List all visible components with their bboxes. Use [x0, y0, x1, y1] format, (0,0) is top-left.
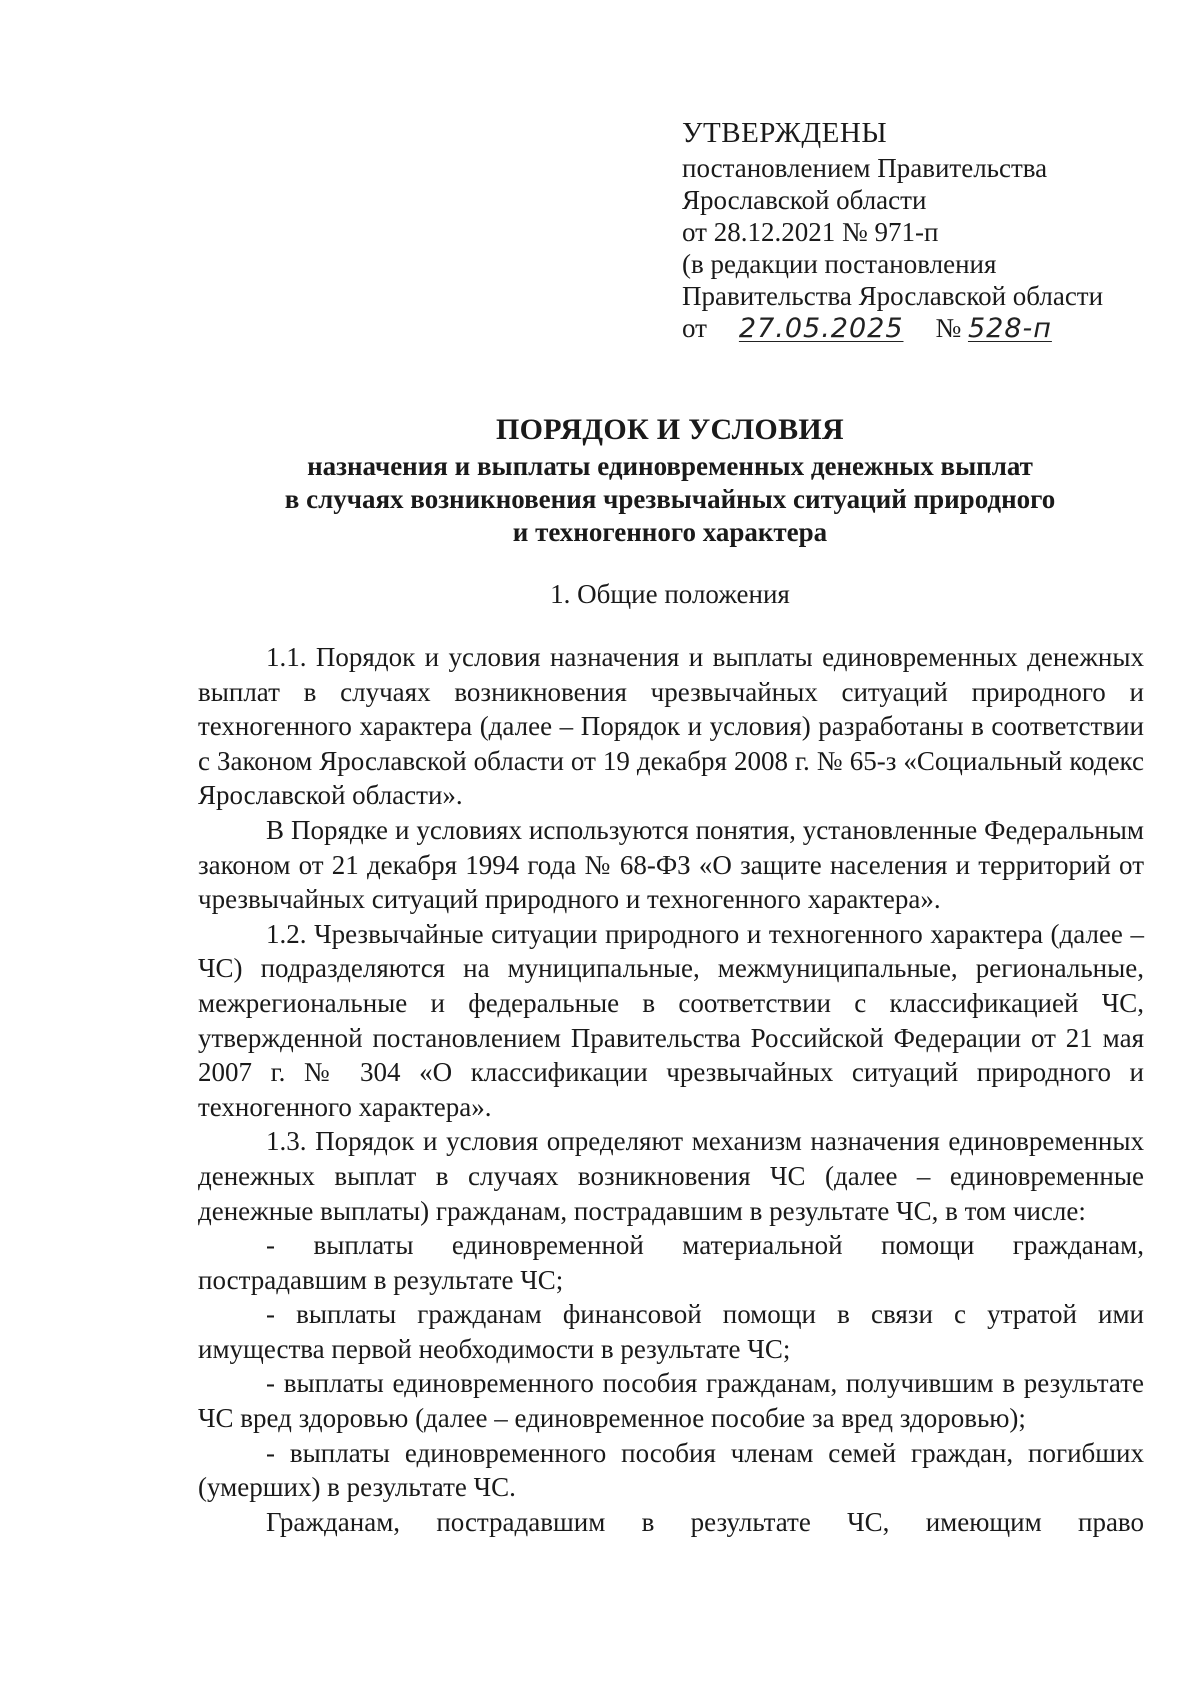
approval-line: от 28.12.2021 № 971-п [682, 217, 939, 247]
amendment-line [682, 312, 1152, 345]
title-main: ПОРЯДОК И УСЛОВИЯ [496, 413, 844, 446]
paragraph: - выплаты единовременного пособия членам семей граждан, погибших (умерших) в результате ЧС. [198, 1437, 1144, 1503]
paragraph: В Порядке и условиях используются понятия, установленные Федеральным законом от 21 декабря 1994 года № 68-ФЗ «О защите населения и территорий от чрезвычайных ситуаций природного и техногенного характера». [198, 814, 1144, 915]
paragraph: 1.2. Чрезвычайные ситуации природного и техногенного характера (далее – ЧС) подразделяются на муниципальные, межмуниципальные, региональные, межрегиональные и федеральные в соответствии с классификацией ЧС, утвержденной постановлением Правительства Российской Федерации от 21 мая 2007 г. № 304 «О классификации чрезвычайных ситуаций природного и техногенного характера». [198, 918, 1144, 1122]
amendment-number-handwritten: 528-п [967, 313, 1052, 344]
approval-line: Правительства Ярославской области [682, 281, 1104, 311]
approval-line: (в редакции постановления [682, 249, 997, 279]
paragraph: 1.3. Порядок и условия определяют механизм назначения единовременных денежных выплат в случаях возникновения ЧС (далее – единовременные денежные выплаты) гражданам, пострадавшим в результате ЧС, в том числе: [198, 1126, 1144, 1226]
amendment-prefix: от [682, 313, 707, 343]
document-body [198, 640, 1144, 1539]
approval-title: УТВЕРЖДЕНЫ [682, 117, 888, 149]
approval-block [682, 116, 1152, 345]
amendment-number-label: № [935, 313, 962, 343]
paragraph: - выплаты единовременной материальной помощи гражданам, пострадавшим в результате ЧС; [198, 1230, 1144, 1295]
amendment-date-handwritten: 27.05.2025 [738, 313, 904, 344]
title-subline: в случаях возникновения чрезвычайных ситуаций природного [284, 484, 1056, 514]
paragraph: Гражданам, пострадавшим в результате ЧС, имеющим право [266, 1506, 1144, 1537]
title-subline: назначения и выплаты единовременных денежных выплат [307, 451, 1033, 481]
paragraph: 1.1. Порядок и условия назначения и выплаты единовременных денежных выплат в случаях возникновения чрезвычайных ситуаций природного и техногенного характера (далее – Порядок и условия) разработаны в соответствии с Законом Ярославской области от 19 декабря 2008 г. № 65-з «Социальный кодекс Ярославской области». [198, 642, 1144, 811]
paragraph: - выплаты гражданам финансовой помощи в связи с утратой ими имущества первой необходимости в результате ЧС; [198, 1299, 1144, 1364]
approval-line: постановлением Правительства [682, 153, 1048, 183]
document-title [200, 412, 1140, 549]
section-heading: 1. Общие положения [550, 579, 790, 609]
approval-line: Ярославской области [682, 185, 927, 215]
title-subline: и техногенного характера [512, 517, 828, 547]
paragraph: - выплаты единовременного пособия гражданам, получившим в результате ЧС вред здоровью (далее – единовременное пособие за вред здоровью); [198, 1368, 1144, 1434]
